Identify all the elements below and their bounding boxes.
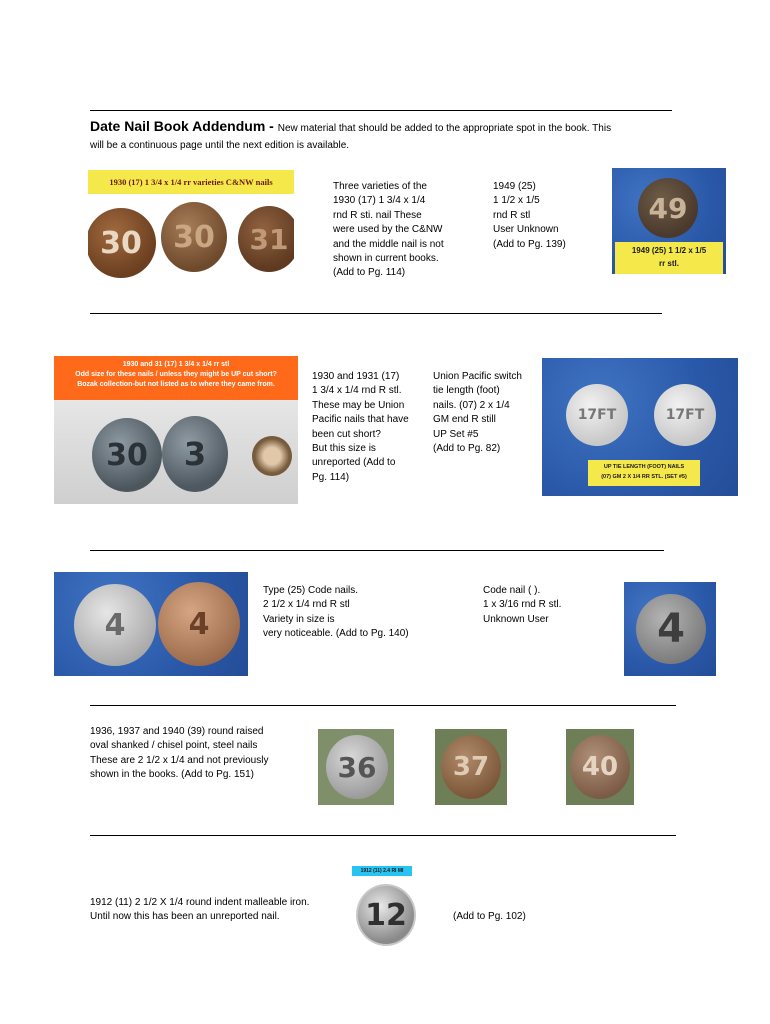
title-heading: Date Nail Book Addendum -: [90, 118, 278, 134]
banner-1949: 1949 (25) 1 1/2 x 1/5 rr stl.: [615, 242, 723, 274]
photo-1930-1931: [54, 356, 298, 504]
photo-1949: [612, 168, 726, 274]
rule-3: [90, 705, 676, 706]
nail-head-36: 36: [326, 735, 388, 799]
nail-head-31: 31: [238, 206, 294, 272]
text-type-25-code: Type (25) Code nails. 2 1/2 x 1/4 rnd R stl Variety in size is very noticeable. (Add to Pg. 140): [263, 585, 409, 640]
photo-nail-36: [318, 729, 394, 805]
nail-head-40: 40: [570, 735, 630, 799]
banner-1930-1931: 1930 and 31 (17) 1 3/4 x 1/4 rr stl Odd size for these nails / unless they might be UP cut short? Bozak collection-but not listed as to where they came from.: [54, 356, 298, 400]
label-1912: 1912 (11) 2.4 RI MI: [352, 866, 412, 876]
title-intro-2: will be a continuous page until the next edition is available.: [90, 140, 350, 151]
nail-head-49: 49: [638, 178, 698, 238]
text-1949: 1949 (25) 1 1/2 x 1/5 rnd R stl User Unknown (Add to Pg. 139): [493, 181, 566, 250]
nail-shank-cut: [252, 436, 292, 476]
photo-nail-37: [435, 729, 507, 805]
text-1930-cnw: Three varieties of the 1930 (17) 1 3/4 x 1/4 rnd R sti. nail These were used by the C&NW and the middle nail is not shown in current books. (Add to Pg. 114): [333, 181, 444, 279]
photo-type-25-code: [54, 572, 248, 676]
title-intro: New material that should be added to the appropriate spot in the book. This: [277, 123, 612, 134]
nail-head-30-b: 30: [161, 202, 227, 272]
text-1936-1940: 1936, 1937 and 1940 (39) round raised oval shanked / chisel point, steel nails These are 2 1/2 x 1/4 and not previously shown in the books. (Add to Pg. 151): [90, 726, 269, 781]
nail-head-3-grey: 3: [162, 416, 228, 492]
rule-4: [90, 835, 676, 836]
text-1912: 1912 (11) 2 1/2 X 1/4 round indent malleable iron. Until now this has been an unreported nail.: [90, 897, 310, 923]
text-1930-1931: 1930 and 1931 (17) 1 3/4 x 1/4 rnd R stl. These may be Union Pacific nails that have been cut short? But this size is unreported (Add to Pg. 114): [312, 371, 409, 483]
text-1912-page: (Add to Pg. 102): [453, 911, 526, 922]
nail-head-30-a: 30: [88, 208, 156, 278]
nail-head-17ft-b: 17FT: [654, 384, 716, 446]
nail-head-30-grey: 30: [92, 418, 162, 492]
top-rule: [90, 110, 672, 111]
banner-1930-cnw: 1930 (17) 1 3/4 x 1/4 rr varieties C&NW nails: [88, 170, 294, 194]
text-code-nail: Code nail ( ). 1 x 3/16 rnd R stl. Unknown User: [483, 585, 562, 625]
photo-1912: [352, 862, 424, 952]
nail-head-4-silver: 4: [74, 584, 156, 666]
rule-1: [90, 313, 662, 314]
nail-head-4-copper: 4: [158, 582, 240, 666]
nail-head-4-single: 4: [636, 594, 706, 664]
page-title: [90, 118, 690, 154]
rule-2: [90, 550, 664, 551]
nail-head-17ft-a: 17FT: [566, 384, 628, 446]
banner-up-tie-length: UP TIE LENGTH (FOOT) NAILS (07) GM 2 X 1/4 RR STL. (SET #5): [588, 460, 700, 486]
photo-code-nail: [624, 582, 716, 676]
text-union-pacific: Union Pacific switch tie length (foot) nails. (07) 2 x 1/4 GM end R still UP Set #5 (Add to Pg. 82): [433, 371, 522, 455]
photo-up-tie-length: [542, 358, 738, 496]
nail-head-37: 37: [441, 735, 501, 799]
nail-head-12: 12: [356, 884, 416, 946]
photo-1930-cnw: [88, 170, 294, 280]
photo-nail-40: [566, 729, 634, 805]
